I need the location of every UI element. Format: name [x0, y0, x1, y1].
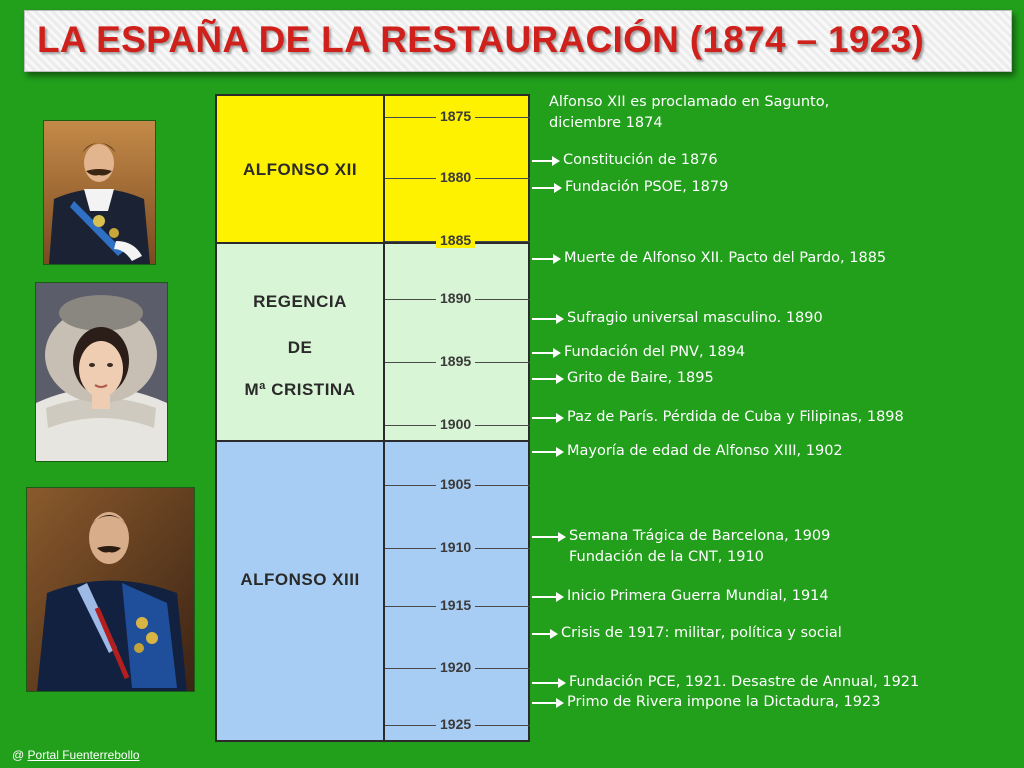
event-text: Fundación de la CNT, 1910: [569, 549, 764, 565]
arrow-icon: [532, 258, 554, 260]
period-label: DE: [287, 338, 313, 357]
event-item: [567, 407, 904, 428]
year-label: 1920: [436, 659, 475, 675]
period-label: ALFONSO XIII: [240, 570, 360, 589]
year-label: 1875: [436, 108, 475, 124]
years-green-section: [385, 242, 530, 442]
period-regencia: [215, 242, 385, 442]
event-item: [564, 248, 886, 269]
credit-prefix: @: [12, 748, 25, 762]
year-label: 1925: [436, 716, 475, 732]
arrow-icon: [532, 702, 557, 704]
arrow-icon: [532, 160, 553, 162]
arrow-icon: [532, 352, 554, 354]
event-item: [567, 368, 714, 389]
event-item: [563, 150, 718, 171]
year-label: 1910: [436, 539, 475, 555]
event-text: Mayoría de edad de Alfonso XIII, 1902: [567, 443, 843, 459]
year-label: 1915: [436, 597, 475, 613]
event-text: Paz de París. Pérdida de Cuba y Filipinas, 1898: [567, 409, 904, 425]
timeline: [215, 94, 530, 742]
event-text: Constitución de 1876: [563, 152, 718, 168]
portrait-maria-cristina: [35, 282, 168, 462]
period-alfonso-xiii: [215, 440, 385, 742]
event-item: [565, 177, 728, 198]
arrow-icon: [532, 596, 557, 598]
event-text: Muerte de Alfonso XII. Pacto del Pardo, 1885: [564, 250, 887, 266]
arrow-icon: [532, 682, 559, 684]
arrow-icon: [532, 633, 551, 635]
credit: [12, 748, 140, 762]
year-label: 1905: [436, 476, 475, 492]
event-text: Semana Trágica de Barcelona, 1909: [569, 528, 831, 544]
event-item: [567, 308, 823, 329]
year-label: 1900: [436, 416, 475, 432]
period-label: Mª CRISTINA: [244, 380, 356, 399]
portrait-maria-cristina-image: [36, 283, 167, 461]
event-item: [564, 342, 745, 363]
year-label: 1880: [436, 169, 475, 185]
event-item: [569, 672, 919, 693]
event-text: Grito de Baire, 1895: [567, 370, 714, 386]
arrow-icon: [532, 318, 557, 320]
event-text: diciembre 1874: [549, 115, 663, 131]
event-item: [567, 692, 880, 713]
event-item: [549, 92, 829, 134]
arrow-icon: [532, 187, 555, 189]
event-item: [569, 526, 830, 568]
event-text: Sufragio universal masculino. 1890: [567, 310, 823, 326]
period-label: REGENCIA: [253, 292, 347, 311]
arrow-icon: [532, 378, 557, 380]
year-label: 1895: [436, 353, 475, 369]
event-text: Fundación del PNV, 1894: [564, 344, 746, 360]
portrait-alfonso-xiii: [26, 487, 195, 692]
page-title: LA ESPAÑA DE LA RESTAURACIÓN (1874 – 1923): [37, 19, 925, 60]
event-text: Fundación PCE, 1921. Desastre de Annual, 1921: [569, 674, 920, 690]
period-label: ALFONSO XII: [242, 160, 358, 179]
event-item: [567, 441, 843, 462]
event-text: Inicio Primera Guerra Mundial, 1914: [567, 588, 829, 604]
credit-link[interactable]: Portal Fuenterrebollo: [27, 748, 140, 762]
title-banner: [24, 10, 1012, 72]
event-item: [561, 623, 842, 644]
portrait-alfonso-xii-image: [44, 121, 155, 264]
arrow-icon: [532, 417, 557, 419]
arrow-icon: [532, 451, 557, 453]
event-text: Crisis de 1917: militar, política y social: [561, 625, 842, 641]
event-text: Alfonso XII es proclamado en Sagunto,: [549, 94, 830, 110]
period-alfonso-xii: [215, 94, 385, 244]
arrow-icon: [532, 536, 559, 538]
portrait-alfonso-xiii-image: [27, 488, 194, 691]
event-text: Primo de Rivera impone la Dictadura, 1923: [567, 694, 881, 710]
event-item: [567, 586, 829, 607]
event-text: Fundación PSOE, 1879: [565, 179, 729, 195]
year-label: 1885: [436, 232, 475, 248]
year-label: 1890: [436, 290, 475, 306]
portrait-alfonso-xii: [43, 120, 156, 265]
